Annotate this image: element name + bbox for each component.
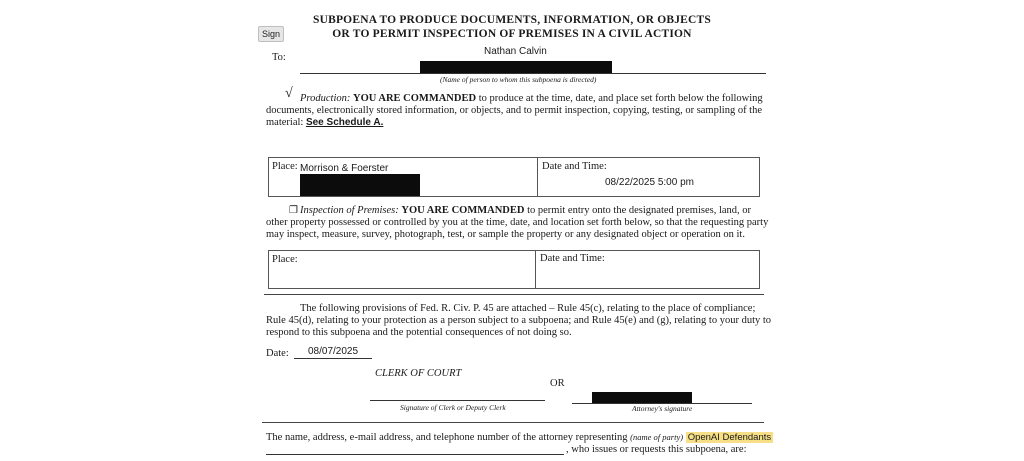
datetime-label-1: Date and Time: xyxy=(542,161,607,172)
datetime-value-1: 08/22/2025 5:00 pm xyxy=(605,177,694,188)
to-label: To: xyxy=(272,52,286,63)
inspection-line2: other property possessed or controlled by you at the time, date, and location set forth below, so that the requesting party xyxy=(266,217,769,228)
place-box-divider xyxy=(537,158,538,196)
place-box-divider-2 xyxy=(535,251,536,288)
or-label: OR xyxy=(550,378,565,389)
production-heading: Production: xyxy=(300,93,351,104)
date-label: Date: xyxy=(266,348,289,359)
inspection-command: YOU ARE COMMANDED xyxy=(401,205,525,216)
date-value: 08/07/2025 xyxy=(308,346,359,357)
production-command: YOU ARE COMMANDED xyxy=(352,93,477,104)
attorney-info-underline xyxy=(266,454,564,455)
attorney-info-text: The name, address, e-mail address, and telephone number of the attorney representing xyxy=(266,432,628,443)
production-line1 xyxy=(300,93,763,106)
document-title-line2: OR TO PERMIT INSPECTION OF PREMISES IN A CIVIL ACTION xyxy=(332,28,692,40)
date-underline xyxy=(294,358,372,359)
sign-button[interactable]: Sign xyxy=(258,26,284,42)
redaction-place-address xyxy=(300,174,420,196)
production-text-c: material: xyxy=(266,117,304,128)
production-line2: documents, electronically stored information, or objects, and to permit inspection, copying, testing, or sampling of the xyxy=(266,105,763,116)
provisions-line3: respond to this subpoena and the potential consequences of not doing so. xyxy=(266,327,572,338)
inspection-text-a: to permit entry onto the designated premises, land, or xyxy=(524,205,752,216)
provisions-line1: The following provisions of Fed. R. Civ. P. 45 are attached – Rule 45(c), relating to the place of compliance; xyxy=(300,303,756,314)
party-value-highlight: OpenAI Defendants xyxy=(687,432,772,443)
production-text-a: to produce at the time, date, and place set forth below the following xyxy=(476,93,763,104)
provisions-line2: Rule 45(d), relating to your protection as a person subject to a subpoena; and Rule 45(e) and (g), relating to your duty to xyxy=(266,315,772,326)
inspection-line1 xyxy=(300,205,751,218)
attorney-signature-caption: Attorney's signature xyxy=(632,404,693,413)
recipient-underline xyxy=(300,73,766,74)
inspection-line3: may inspect, measure, survey, photograph, test, or sample the property or any designated object or operation on it. xyxy=(266,229,745,240)
place-label-2: Place: xyxy=(272,254,298,265)
section-divider xyxy=(264,294,764,295)
clerk-of-court-label: CLERK OF COURT xyxy=(375,368,462,379)
name-of-party-caption: (name of party) xyxy=(630,432,684,442)
issues-line: , who issues or requests this subpoena, are: xyxy=(566,444,747,455)
datetime-label-2: Date and Time: xyxy=(540,253,605,264)
recipient-name: Nathan Calvin xyxy=(484,46,547,57)
production-line3 xyxy=(266,117,383,130)
place-value-1: Morrison & Foerster xyxy=(300,163,389,174)
document-title-line1: SUBPOENA TO PRODUCE DOCUMENTS, INFORMATION, OR OBJECTS xyxy=(312,14,711,26)
clerk-signature-line xyxy=(370,400,545,401)
inspection-heading: Inspection of Premises: xyxy=(300,205,399,216)
place-label-1: Place: xyxy=(272,161,298,172)
inspection-checkbox-icon: ❐ xyxy=(289,205,298,216)
recipient-caption: (Name of person to whom this subpoena is directed) xyxy=(440,75,597,84)
production-checkmark: √ xyxy=(285,86,293,101)
section-divider-2 xyxy=(262,422,764,423)
clerk-signature-caption: Signature of Clerk or Deputy Clerk xyxy=(400,403,506,412)
schedule-a-link: See Schedule A. xyxy=(305,117,384,128)
attorney-info-line xyxy=(266,431,773,445)
place-box-inspection xyxy=(268,250,760,289)
